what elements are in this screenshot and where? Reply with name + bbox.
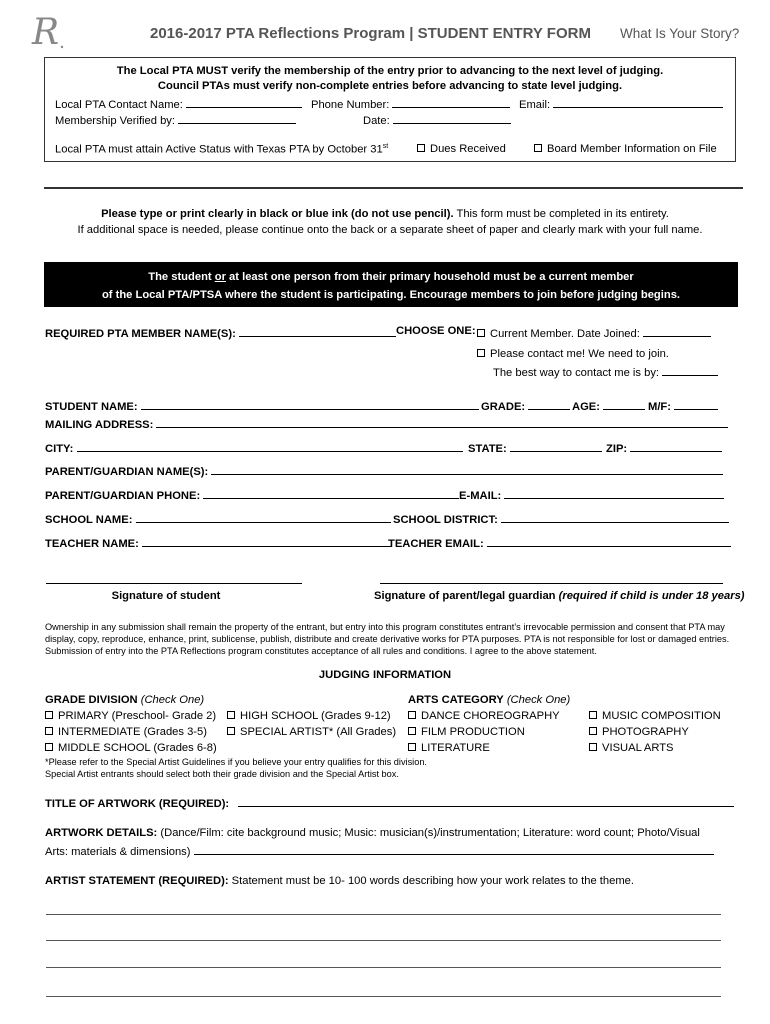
parent-phone-field[interactable] (203, 487, 459, 499)
special-artist-note-2: Special Artist entrants should select both their grade division and the Special Artist box. (45, 769, 399, 779)
state-label: STATE: (468, 443, 507, 455)
literature-checkbox[interactable] (408, 743, 416, 751)
middle-school-label: MIDDLE SCHOOL (Grades 6-8) (58, 742, 217, 754)
dues-received-checkbox[interactable] (417, 144, 425, 152)
music-label: MUSIC COMPOSITION (602, 710, 721, 722)
photography-label: PHOTOGRAPHY (602, 726, 689, 738)
verify-line-2: Council PTAs must verify non-complete entries before advancing to state level judging. (157, 80, 623, 92)
board-info-checkbox[interactable] (534, 144, 542, 152)
dance-label: DANCE CHOREOGRAPHY (421, 710, 560, 722)
age-field[interactable] (603, 398, 645, 410)
current-member-label: Current Member. Date Joined: (490, 328, 640, 340)
best-way-field[interactable] (662, 364, 718, 376)
statement-line-2[interactable] (46, 940, 721, 941)
student-signature-line[interactable] (46, 583, 302, 584)
pta-email-field[interactable] (553, 96, 723, 108)
intermediate-checkbox[interactable] (45, 727, 53, 735)
membership-notice-banner (44, 262, 738, 307)
visual-arts-checkbox[interactable] (589, 743, 597, 751)
primary-checkbox[interactable] (45, 711, 53, 719)
statement-line-3[interactable] (46, 967, 721, 968)
required-member-label: REQUIRED PTA MEMBER NAME(S): (45, 328, 236, 340)
zip-label: ZIP: (606, 443, 628, 455)
form-tagline: What Is Your Story? (620, 26, 740, 41)
teacher-name-field[interactable] (142, 535, 392, 547)
city-label: CITY: (45, 443, 74, 455)
artwork-details-line-1: ARTWORK DETAILS: (Dance/Film: cite background music; Music: musician(s)/instrumentation; Literature: word count; Photo/Visual (45, 827, 700, 839)
mf-label: M/F: (648, 401, 671, 413)
phone-label: Phone Number: (311, 99, 390, 111)
zip-field[interactable] (630, 440, 722, 452)
membership-verified-field[interactable] (178, 112, 296, 124)
primary-label: PRIMARY (Preschool- Grade 2) (58, 710, 217, 722)
membership-verified-label: Membership Verified by: (55, 115, 176, 127)
email-label: E-MAIL: (459, 490, 502, 502)
film-label: FILM PRODUCTION (421, 726, 525, 738)
teacher-email-label: TEACHER EMAIL: (388, 538, 484, 550)
parent-signature-label: Signature of parent/legal guardian (required if child is under 18 years) (374, 590, 745, 602)
mf-field[interactable] (674, 398, 718, 410)
email-field[interactable] (504, 487, 724, 499)
parent-names-label: PARENT/GUARDIAN NAME(S): (45, 466, 209, 478)
verify-line-1: The Local PTA MUST verify the membership of the entry prior to advancing to the next level of judging. (116, 65, 664, 77)
arts-check-one: (Check One) (506, 694, 571, 706)
instructions-line-2: If additional space is needed, please continue onto the back or a separate sheet of paper and clearly mark with your full name. (77, 224, 703, 236)
statement-line-4[interactable] (46, 996, 721, 997)
student-signature-label: Signature of student (111, 590, 221, 602)
teacher-name-label: TEACHER NAME: (45, 538, 139, 550)
statement-line-1[interactable] (46, 914, 721, 915)
mailing-address-label: MAILING ADDRESS: (45, 419, 154, 431)
pta-contact-field[interactable] (186, 96, 302, 108)
middle-school-checkbox[interactable] (45, 743, 53, 751)
ownership-line-2: display, copy, reproduce, enhance, print, sublicense, publish, distribute and create derivative works for PTA purposes. PTA is not responsible for lost or damaged entries. (45, 634, 730, 644)
high-school-label: HIGH SCHOOL (Grades 9-12) (240, 710, 391, 722)
grade-check-one: (Check One) (140, 694, 205, 706)
film-checkbox[interactable] (408, 727, 416, 735)
student-name-field[interactable] (141, 398, 479, 410)
ownership-line-3: Submission of entry into the PTA Reflections program constitutes acceptance of all rules and conditions. I agree to the above statement. (45, 646, 597, 656)
special-artist-checkbox[interactable] (227, 727, 235, 735)
contact-me-checkbox[interactable] (477, 349, 485, 357)
current-member-checkbox[interactable] (477, 329, 485, 337)
phone-field[interactable] (392, 96, 510, 108)
age-label: AGE: (572, 401, 600, 413)
school-district-label: SCHOOL DISTRICT: (393, 514, 498, 526)
judging-title: JUDGING INFORMATION (318, 669, 452, 681)
arts-category-label: ARTS CATEGORY (408, 694, 504, 706)
grade-division-label: GRADE DIVISION (45, 694, 138, 706)
dance-checkbox[interactable] (408, 711, 416, 719)
mailing-address-field[interactable] (156, 416, 728, 428)
logo-letter: R (32, 12, 60, 50)
dues-received-label: Dues Received (430, 143, 506, 155)
grade-field[interactable] (528, 398, 570, 410)
artwork-details-line-2: Arts: materials & dimensions) (45, 846, 191, 858)
parent-names-field[interactable] (211, 463, 723, 475)
form-title: 2016-2017 PTA Reflections Program | STUDENT ENTRY FORM (150, 25, 591, 42)
intermediate-label: INTERMEDIATE (Grades 3-5) (58, 726, 207, 738)
high-school-checkbox[interactable] (227, 711, 235, 719)
notice-line-1: The student or at least one person from their primary household must be a current member (148, 271, 634, 283)
instructions-line-1: Please type or print clearly in black or blue ink (do not use pencil). This form must be completed in its entirety. (101, 208, 669, 220)
artwork-title-label: TITLE OF ARTWORK (REQUIRED): (45, 798, 230, 810)
section-divider (44, 187, 743, 189)
literature-label: LITERATURE (421, 742, 490, 754)
verify-date-label: Date: (363, 115, 390, 127)
school-district-field[interactable] (501, 511, 729, 523)
pta-contact-label: Local PTA Contact Name: (55, 99, 183, 111)
special-artist-label: SPECIAL ARTIST* (All Grades) (240, 726, 397, 738)
artwork-title-field[interactable] (238, 795, 734, 807)
pta-email-label: Email: (519, 99, 551, 111)
special-artist-note-1: *Please refer to the Special Artist Guidelines if you believe your entry qualifies for this division. (45, 757, 427, 767)
ownership-line-1: Ownership in any submission shall remain the property of the entrant, but entry into this program constitutes entrant’s irrevocable permission and consent that PTA may (45, 622, 725, 632)
active-status-text: Local PTA must attain Active Status with Texas PTA by October 31st (55, 143, 389, 156)
reflections-logo (26, 10, 70, 50)
artwork-details-field[interactable] (194, 843, 714, 855)
state-field[interactable] (510, 440, 602, 452)
verify-date-field[interactable] (393, 112, 511, 124)
photography-checkbox[interactable] (589, 727, 597, 735)
visual-arts-label: VISUAL ARTS (602, 742, 674, 754)
date-joined-field[interactable] (643, 325, 711, 337)
board-info-label: Board Member Information on File (547, 143, 717, 155)
notice-line-2: of the Local PTA/PTSA where the student is participating. Encourage members to join before judging begins. (101, 289, 681, 301)
artist-statement-heading: ARTIST STATEMENT (REQUIRED): Statement must be 10- 100 words describing how your work relates to the theme. (45, 875, 634, 887)
parent-phone-label: PARENT/GUARDIAN PHONE: (45, 490, 201, 502)
grade-label: GRADE: (481, 401, 526, 413)
teacher-email-field[interactable] (487, 535, 731, 547)
music-checkbox[interactable] (589, 711, 597, 719)
school-name-field[interactable] (136, 511, 391, 523)
parent-signature-line[interactable] (380, 583, 723, 584)
city-field[interactable] (77, 440, 463, 452)
required-member-field[interactable] (239, 325, 396, 337)
school-name-label: SCHOOL NAME: (45, 514, 133, 526)
student-name-label: STUDENT NAME: (45, 401, 138, 413)
best-way-label: The best way to contact me is by: (493, 367, 660, 379)
choose-one-label: CHOOSE ONE: (396, 325, 476, 337)
contact-me-label: Please contact me! We need to join. (490, 348, 669, 360)
